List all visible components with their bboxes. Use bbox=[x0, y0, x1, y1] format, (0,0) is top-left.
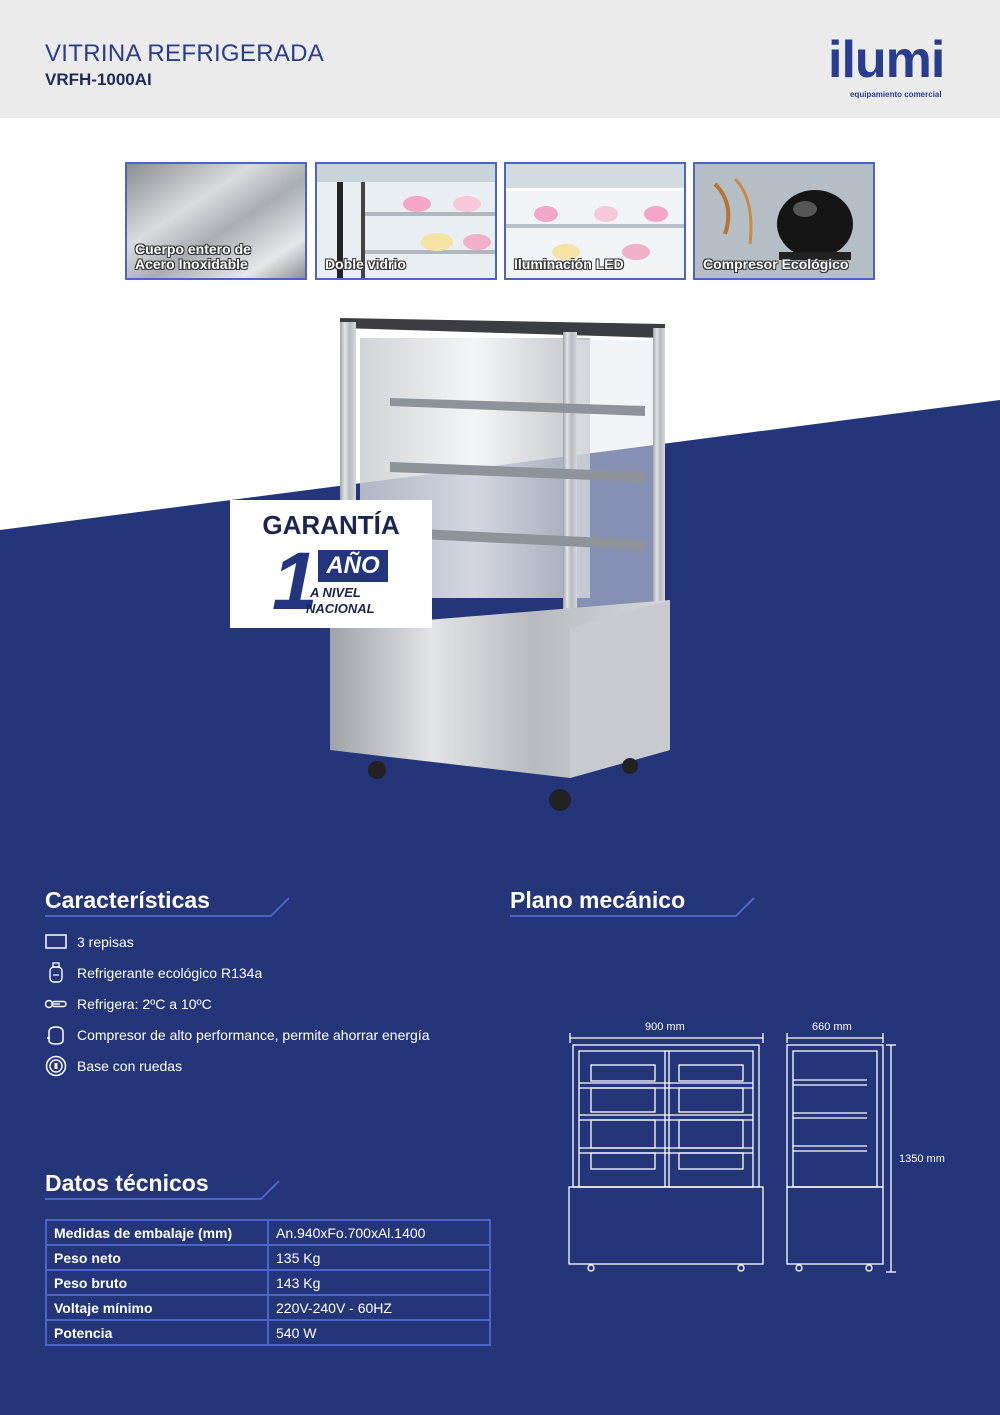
warranty-number: 1 bbox=[272, 536, 318, 627]
spec-label: Medidas de embalaje (mm) bbox=[46, 1220, 268, 1245]
specs-title-underline bbox=[45, 1179, 295, 1203]
spec-label: Voltaje mínimo bbox=[46, 1295, 268, 1320]
feature-text: Refrigerante ecológico R134a bbox=[77, 965, 263, 981]
product-model: VRFH-1000AI bbox=[45, 70, 152, 89]
logo-tagline: equipamiento comercial bbox=[850, 90, 942, 99]
thermometer-icon bbox=[45, 993, 67, 1015]
product-title: VITRINA REFRIGERADA bbox=[45, 40, 325, 67]
warranty-title: GARANTÍA bbox=[262, 510, 400, 540]
plan-title: Plano mecánico bbox=[510, 887, 686, 913]
feature-item bbox=[45, 931, 134, 953]
feature-item bbox=[45, 962, 262, 984]
warranty-badge bbox=[230, 500, 432, 628]
feature-item bbox=[45, 1024, 430, 1046]
spec-value: An.940xFo.700xAl.1400 bbox=[268, 1220, 490, 1245]
warranty-line1: A NIVEL bbox=[310, 585, 361, 600]
features-title-underline bbox=[45, 896, 295, 920]
table-row bbox=[46, 1320, 490, 1345]
table-row bbox=[46, 1295, 490, 1320]
thumbnail-eco-compressor bbox=[693, 162, 875, 280]
table-row bbox=[46, 1270, 490, 1295]
thumbnail-label: Doble vidrio bbox=[325, 256, 406, 272]
specs-title: Datos técnicos bbox=[45, 1170, 209, 1196]
shelf-icon bbox=[45, 931, 67, 953]
spec-value: 143 Kg bbox=[268, 1270, 490, 1295]
wheel-icon bbox=[45, 1055, 67, 1077]
spec-value: 540 W bbox=[268, 1320, 490, 1345]
compressor-icon bbox=[45, 1024, 67, 1046]
thumbnail-label: Compresor Ecológico bbox=[703, 256, 849, 272]
mechanical-drawing bbox=[555, 1010, 975, 1290]
specs-table bbox=[45, 1219, 491, 1346]
feature-text: Refrigera: 2ºC a 10ºC bbox=[77, 996, 212, 1012]
feature-item bbox=[45, 993, 212, 1015]
spec-value: 135 Kg bbox=[268, 1245, 490, 1270]
thumbnail-double-glass bbox=[315, 162, 497, 280]
height-dimension-label: 1350 mm bbox=[899, 1153, 945, 1165]
feature-text: 3 repisas bbox=[77, 934, 134, 950]
spec-label: Peso bruto bbox=[46, 1270, 268, 1295]
feature-text: Compresor de alto performance, permite ahorrar energía bbox=[77, 1027, 430, 1043]
warranty-line2: NACIONAL bbox=[306, 601, 375, 616]
spec-value: 220V-240V - 60HZ bbox=[268, 1295, 490, 1320]
thumbnail-label: Cuerpo entero de Acero Inoxidable bbox=[135, 241, 251, 272]
spec-label: Peso neto bbox=[46, 1245, 268, 1270]
thumbnail-label: Iluminación LED bbox=[514, 256, 624, 272]
logo-wordmark: ilumi bbox=[828, 31, 945, 89]
brand-logo bbox=[828, 31, 958, 100]
width-dimension-label: 900 mm bbox=[645, 1021, 685, 1033]
spec-label: Potencia bbox=[46, 1320, 268, 1345]
features-title: Características bbox=[45, 887, 210, 913]
warranty-unit: AÑO bbox=[318, 550, 388, 582]
plan-title-underline bbox=[510, 896, 760, 920]
thumbnail-stainless-steel bbox=[125, 162, 307, 280]
table-row bbox=[46, 1220, 490, 1245]
feature-text: Base con ruedas bbox=[77, 1058, 183, 1074]
header-bar bbox=[0, 0, 1000, 118]
depth-dimension-label: 660 mm bbox=[812, 1021, 852, 1033]
thumbnail-led-lighting bbox=[504, 162, 686, 280]
feature-item bbox=[45, 1055, 182, 1077]
table-row bbox=[46, 1245, 490, 1270]
refrigerant-icon bbox=[45, 962, 67, 984]
